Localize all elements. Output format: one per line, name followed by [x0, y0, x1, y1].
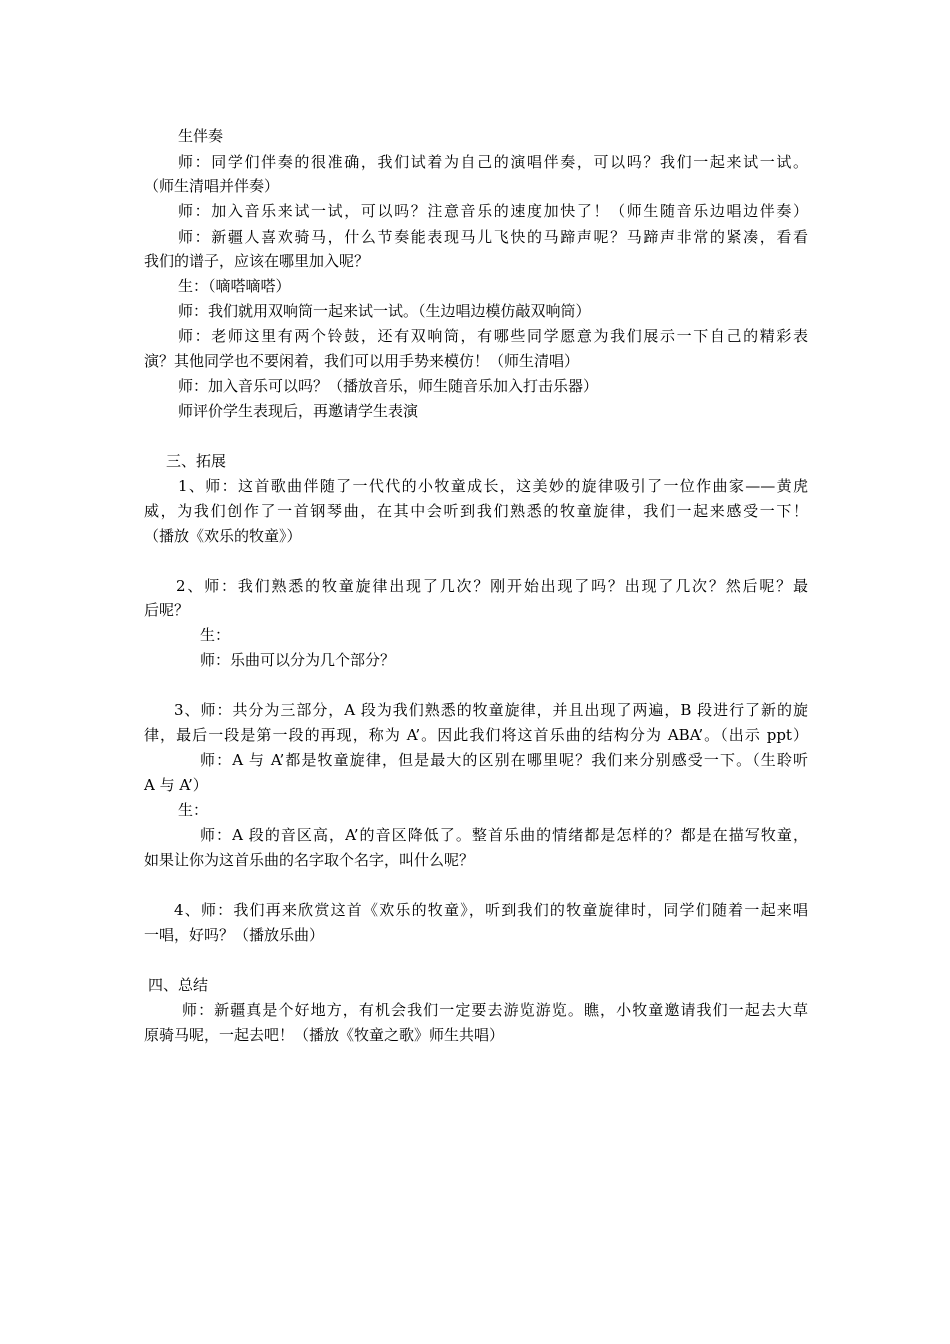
text-line: 后呢？ — [144, 601, 190, 619]
text-line: （播放《欢乐的牧童》） — [144, 527, 302, 545]
text-line: 师：新疆人喜欢骑马，什么节奏能表现马儿飞快的马蹄声呢？马蹄声非常的紧凑，看看 — [178, 228, 808, 246]
text-line: 如果让你为这首乐曲的名字取个名字，叫什么呢？ — [144, 851, 475, 869]
section-heading: 四、总结 — [148, 976, 209, 994]
section-heading: 三、拓展 — [166, 452, 227, 470]
text-line: 师：A 段的音区高，A’的音区降低了。整首乐曲的情绪都是怎样的？都是在描写牧童， — [200, 826, 808, 844]
text-line: 4、师：我们再来欣赏这首《欢乐的牧童》，听到我们的牧童旋律时，同学们随着一起来唱 — [174, 901, 808, 919]
text-line: 1、师：这首歌曲伴随了一代代的小牧童成长，这美妙的旋律吸引了一位作曲家——黄虎 — [178, 477, 808, 495]
text-line: 师：加入音乐可以吗？（播放音乐，师生随音乐加入打击乐器） — [178, 377, 599, 395]
text-line: 师：新疆真是个好地方，有机会我们一定要去游览游览。瞧，小牧童邀请我们一起去大草 — [182, 1001, 808, 1019]
text-line: 威，为我们创作了一首钢琴曲，在其中会听到我们熟悉的牧童旋律，我们一起来感受一下！ — [144, 502, 808, 520]
text-line: 师：老师这里有两个铃鼓，还有双响筒，有哪些同学愿意为我们展示一下自己的精彩表 — [178, 327, 808, 345]
text-line: 律，最后一段是第一段的再现，称为 A’。因此我们将这首乐曲的结构分为 ABA’。（出示 ppt） — [144, 726, 808, 744]
text-line: 师：我们就用双响筒一起来试一试。（生边唱边模仿敲双响筒） — [178, 302, 591, 320]
text-line: 生： — [178, 801, 209, 819]
text-line: （师生清唱并伴奏） — [144, 177, 280, 195]
text-line: 一唱，好吗？（播放乐曲） — [144, 926, 325, 944]
text-line: 师：A 与 A’都是牧童旋律，但是最大的区别在哪里呢？我们来分别感受一下。（生聆听 — [200, 751, 808, 769]
text-line: 原骑马呢，一起去吧！（播放《牧童之歌》师生共唱） — [144, 1026, 505, 1044]
text-line: 师：加入音乐来试一试，可以吗？注意音乐的速度加快了！（师生随音乐边唱边伴奏） — [178, 202, 808, 220]
text-line: 师：乐曲可以分为几个部分？ — [200, 651, 396, 669]
text-line: 师评价学生表现后，再邀请学生表演 — [178, 402, 419, 420]
text-line: 我们的谱子，应该在哪里加入呢？ — [144, 252, 370, 270]
text-line: 师：同学们伴奏的很准确，我们试着为自己的演唱伴奏，可以吗？我们一起来试一试。 — [178, 153, 808, 171]
text-line: 演？其他同学也不要闲着，我们可以用手势来模仿！（师生清唱） — [144, 352, 580, 370]
text-line: 生伴奏 — [178, 127, 224, 145]
text-line: 生：（嘀嗒嘀嗒） — [178, 277, 291, 295]
text-line: 生： — [200, 626, 231, 644]
text-line: 3、师：共分为三部分，A 段为我们熟悉的牧童旋律，并且出现了两遍，B 段进行了新的旋 — [174, 701, 808, 719]
text-line: 2、师：我们熟悉的牧童旋律出现了几次？刚开始出现了吗？出现了几次？然后呢？最 — [176, 577, 808, 595]
text-line: A 与 A’） — [144, 776, 208, 794]
